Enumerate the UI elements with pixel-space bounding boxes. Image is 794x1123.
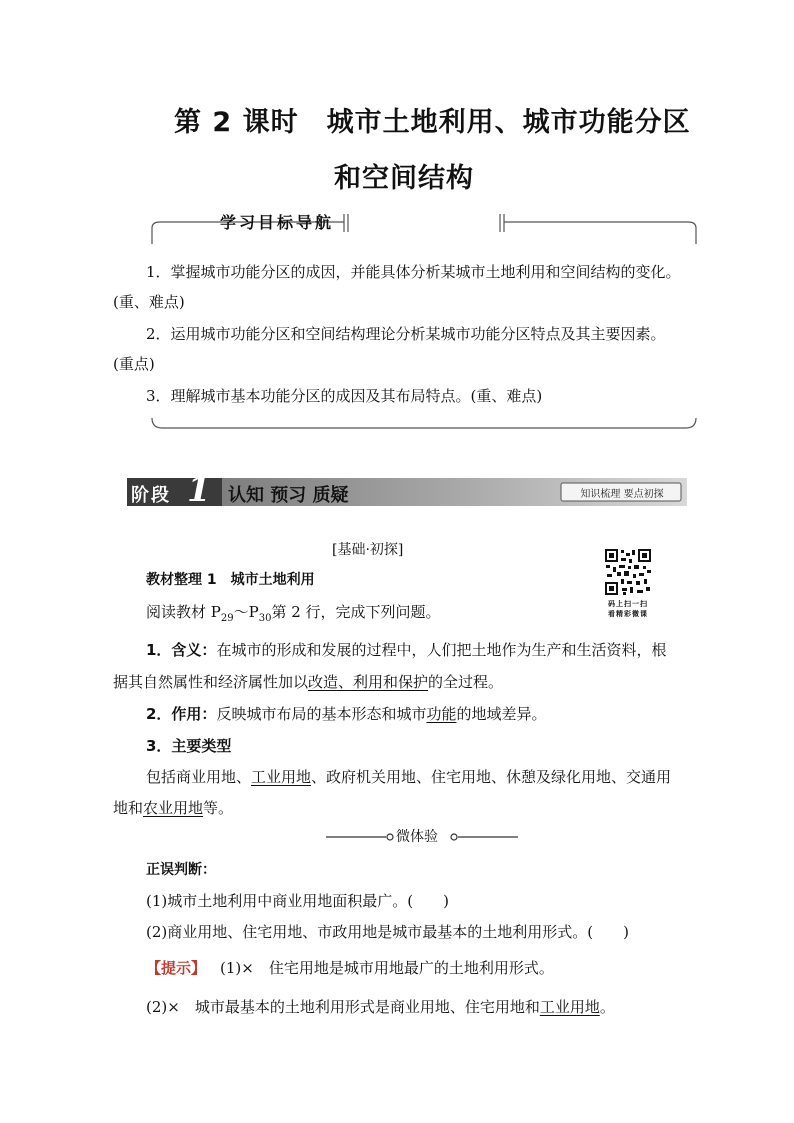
goal-item-2: 2．运用城市功能分区和空间结构理论分析某城市功能分区特点及其主要因素。 [146,325,666,343]
stage-number: 1 [187,470,211,510]
definition-line-1: 1．含义：在城市的形成和发展的过程中，人们把土地作为生产和生活资料，根 [146,641,667,659]
hint-line-1: 【提示】 (1)× 住宅用地是城市用地最广的土地利用形式。 [146,959,554,977]
page-title-line2: 和空间结构 [334,163,474,194]
goal-item-3: 3．理解城市基本功能分区的成因及其布局特点。(重、难点) [146,387,543,405]
hint-line-2: (2)× 城市最基本的土地利用形式是商业用地、住宅用地和工业用地。 [146,998,615,1016]
goals-label: 学习目标导航 [219,213,334,232]
qr-caption-2: 看精彩微课 [608,609,648,618]
stage-prefix: 阶段 [131,485,171,506]
types-line-2: 地和农业用地等。 [113,799,234,817]
function-line: 2．作用：反映城市布局的基本形态和城市功能的地域差异。 [146,705,547,723]
qr-caption-1: 码上扫一扫 [608,599,648,608]
reading-instruction: 阅读教材 $P_{29}\sim P_{30}$第 2 行，完成下列问题。 [146,603,441,624]
hint-label: 【提示】 [146,959,207,977]
question-2: (2)商业用地、住宅用地、市政用地是城市最基本的土地利用形式。( ) [146,923,629,941]
question-1: (1)城市土地利用中商业用地面积最广。( ) [146,892,449,910]
stage-title: 认知 预习 质疑 [228,485,349,506]
page-title-line1: 第 2 课时 城市土地利用、城市功能分区 [174,107,691,138]
types-line-1: 包括商业用地、工业用地、政府机关用地、住宅用地、休憩及绿化用地、交通用 [146,768,672,786]
qr-code-icon[interactable] [604,548,652,596]
stage-tag: 知识梳理 要点初探 [580,489,664,500]
section-heading: 教材整理 1 城市土地利用 [146,572,315,588]
goal-item-1-tag: (重、难点) [113,293,185,311]
goal-item-1: 1．掌握城市功能分区的成因，并能具体分析某城市土地利用和空间结构的变化。 [146,263,681,281]
judge-label: 正误判断： [146,862,216,878]
section-label: [基础·初探] [332,542,404,558]
micro-label: 微体验 [396,829,438,845]
goal-item-2-tag: (重点) [113,355,155,373]
definition-line-2: 据其自然属性和经济属性加以改造、利用和保护的全过程。 [113,673,504,691]
types-heading: 3．主要类型 [146,737,232,755]
